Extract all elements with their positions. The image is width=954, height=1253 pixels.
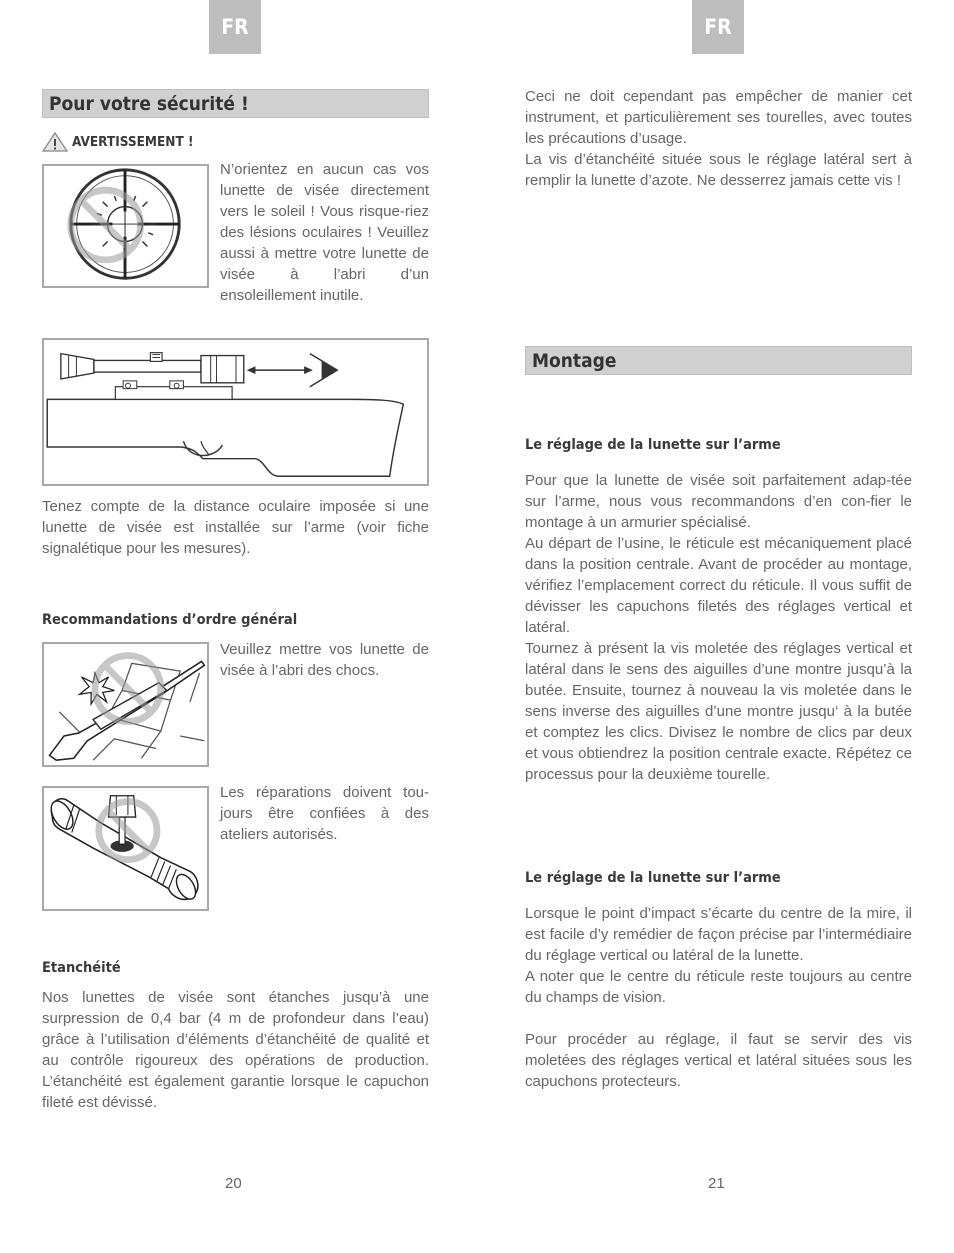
adjustment-heading: Le réglage de la lunette sur l’arme <box>525 870 781 886</box>
language-tab-right: FR <box>692 0 744 54</box>
sealing-text: Nos lunettes de visée sont étanches jusqu’à une surpression de 0,4 bar (4 m de profondeur dans l’eau) grâce à l’utilisation d’éléments d’étanchéité de qualité et au contrôle rigoureux des opérations de production. L’étanchéité est également garantie lorsque le capuchon fileté est dévissé. <box>42 989 429 1111</box>
warning-triangle-icon <box>42 132 68 152</box>
general-heading: Recommandations d’ordre général <box>42 612 298 628</box>
language-tab-left: FR <box>209 0 261 54</box>
sealing-heading: Etanchéité <box>42 960 121 976</box>
page-number-right: 21 <box>708 1175 725 1192</box>
adjustment-paragraph-1: Lorsque le point d’impact s’écarte du centre de la mire, il est facile d’y remédier de façon précise par l’intermédiaire du réglage vertical ou latéral de la lunette. <box>525 905 912 964</box>
page-number-left: 20 <box>225 1175 242 1192</box>
section-title-safety: Pour votre sécurité ! <box>42 89 429 118</box>
adjustment-paragraph-2: A noter que le centre du réticule reste toujours au centre du champs de vision. <box>525 968 912 1006</box>
repair-warning-figure <box>42 786 209 911</box>
sun-warning-figure <box>42 164 209 288</box>
eye-relief-figure <box>42 338 429 486</box>
sun-warning-text: N’orientez en aucun cas vos lunette de visée directement vers le soleil ! Vous risque-riez des lésions oculaires ! Veuillez aussi à mettre votre lunette de visée à l’abri d’un ensoleillement inutile. <box>220 161 429 304</box>
mounting-text <box>525 470 912 785</box>
intro-paragraph-2: La vis d’étanchéité située sous le réglage latéral sert à remplir la lunette d’azote. Ne desserrez jamais cette vis ! <box>525 151 912 189</box>
eye-relief-text: Tenez compte de la distance oculaire imposée si une lunette de visée est installée sur l’arme (voir fiche signalétique pour les mesures). <box>42 498 429 557</box>
mounting-paragraph-3: Tournez à présent la vis moletée des réglages vertical et latéral dans le sens des aiguilles d’une montre jusqu’à la butée. Ensuite, tournez à nouveau la vis moletée dans le sens inverse des aiguilles d’une montre jusqu‘ à la butée et comptez les clics. Divisez le nombre de clics par deux et vous obtiendrez la position centrale exacte. Répétez ce processus pour la deuxième tourelle. <box>525 640 912 783</box>
mounting-paragraph-1: Pour que la lunette de visée soit parfaitement adap-tée sur l’arme, nous vous recommandons d’en con-fier le montage à un armurier spécialisé. <box>525 472 912 531</box>
intro-paragraph-1: Ceci ne doit cependant pas empêcher de manier cet instrument, et particulièrement ses tourelles, avec toutes les précautions d’usage. <box>525 88 912 147</box>
adjustment-paragraph-3: Pour procéder au réglage, il faut se servir des vis moletées des réglages vertical et latéral situées sous les capuchons protecteurs. <box>525 1031 912 1090</box>
mounting-heading: Le réglage de la lunette sur l’arme <box>525 437 781 453</box>
shock-text: Veuillez mettre vos lunette de visée à l’abri des chocs. <box>220 641 429 679</box>
repair-text: Les réparations doivent tou-jours être confiées à des ateliers autorisés. <box>220 784 429 843</box>
intro-text <box>525 86 912 191</box>
shock-warning-figure <box>42 642 209 767</box>
mounting-paragraph-2: Au départ de l’usine, le réticule est mécaniquement placé dans la position centrale. Avant de procéder au montage, vérifiez l’emplacement correct du réticule. Il vous suffit de dévisser les capuchons filetés des réglages vertical et latéral. <box>525 535 912 636</box>
warning-row <box>42 131 194 153</box>
section-title-montage: Montage <box>525 346 912 375</box>
adjustment-text <box>525 903 912 1092</box>
warning-label: AVERTISSEMENT ! <box>72 134 194 150</box>
